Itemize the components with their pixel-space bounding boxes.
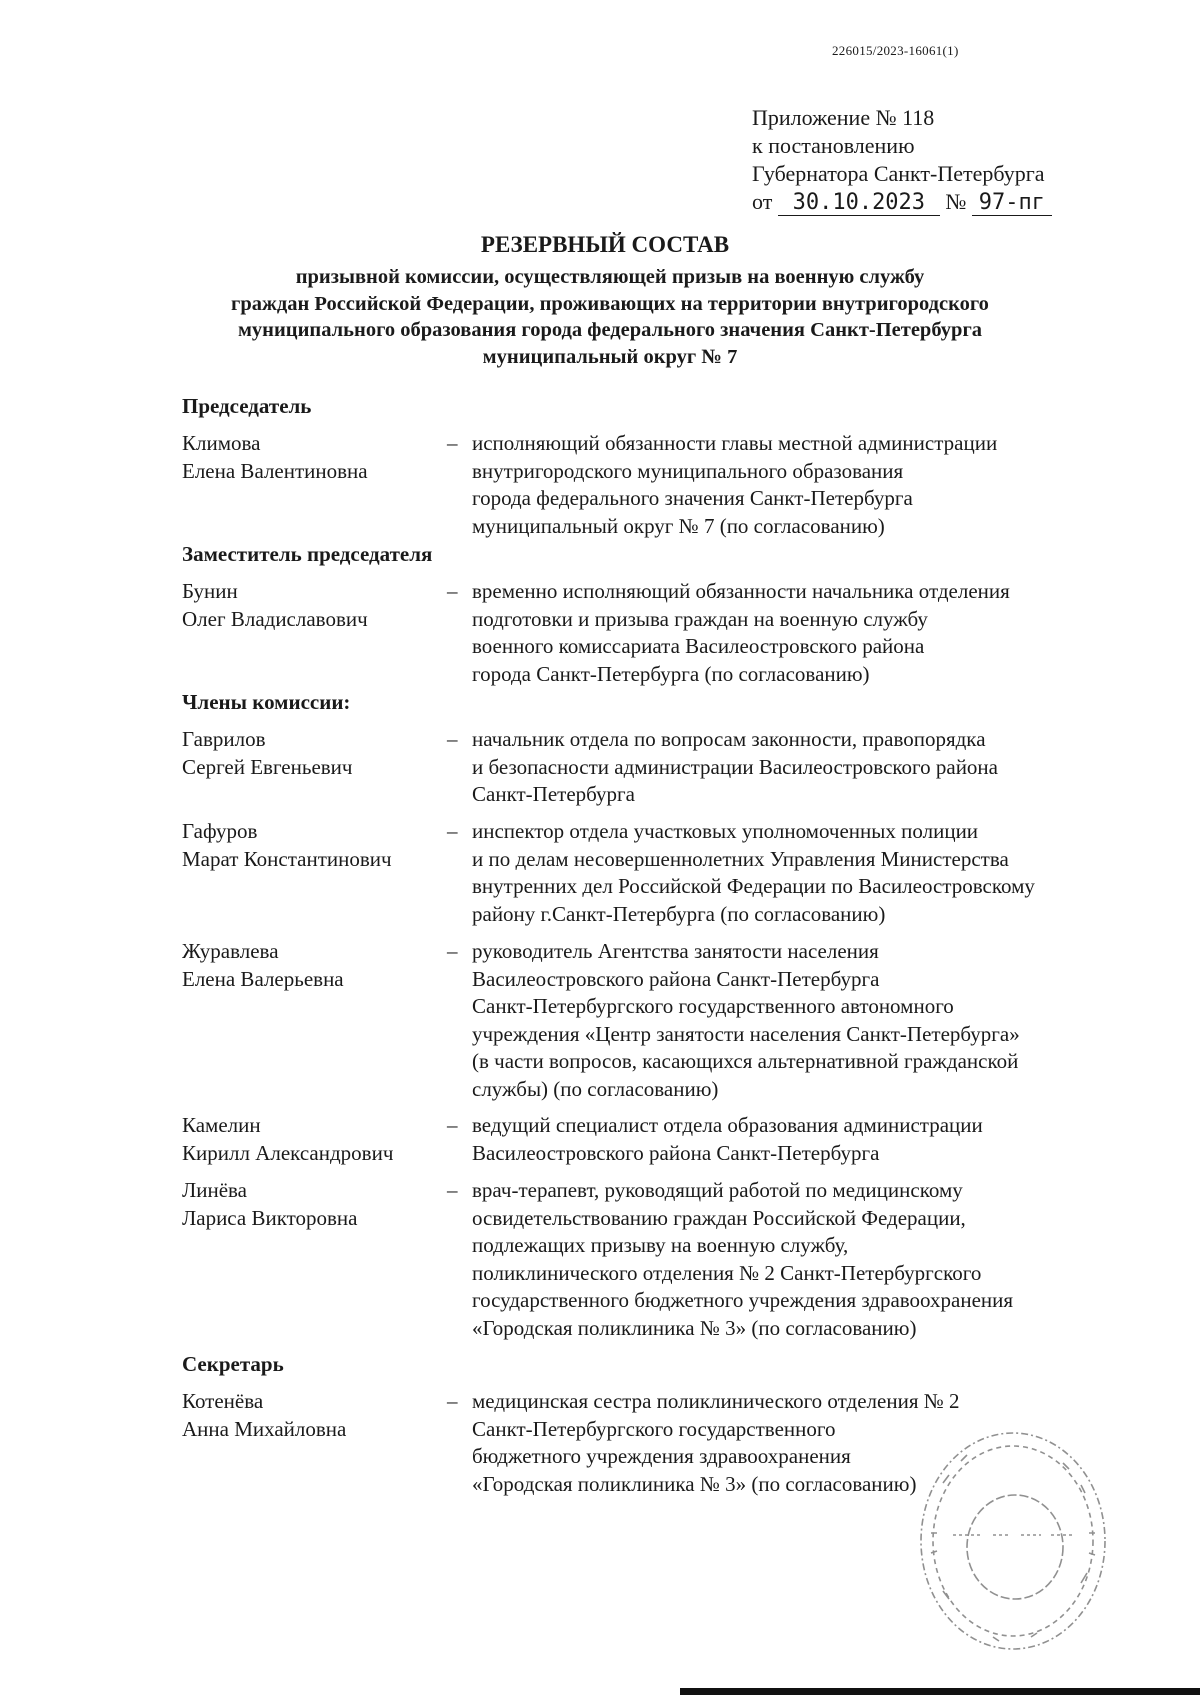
position-line: и безопасности администрации Василеостровского района (472, 754, 998, 779)
appendix-date-line (752, 188, 1052, 216)
position-line: подлежащих призыву на военную службу, (472, 1233, 849, 1257)
position-line: медицинская сестра поликлинического отделения № 2 (472, 1389, 960, 1413)
dash: – (447, 1389, 458, 1413)
appendix-line: Губернатора Санкт-Петербурга (752, 161, 1045, 186)
dash: – (447, 1113, 458, 1137)
decree-number: 97-пг (972, 191, 1052, 216)
position-line: муниципальный округ № 7 (по согласованию) (472, 513, 885, 538)
section-deputy: Заместитель председателя (182, 542, 433, 566)
member-name (182, 1388, 442, 1443)
section-secretary: Секретарь (182, 1352, 284, 1376)
member-position (472, 430, 1142, 540)
scan-edge-bar (680, 1688, 1200, 1695)
number-sign: № (945, 189, 967, 214)
position-line: исполняющий обязанности главы местной администрации (472, 431, 998, 455)
given-names: Олег Владиславович (182, 606, 368, 631)
position-line: инспектор отдела участковых уполномоченных полиции (472, 819, 979, 843)
position-line: Василеостровского района Санкт-Петербурга (472, 966, 880, 991)
section-chairman: Председатель (182, 394, 312, 418)
position-line: и по делам несовершеннолетних Управления Министерства (472, 846, 1009, 871)
dash: – (447, 431, 458, 455)
member-position (472, 726, 1142, 809)
surname: Котенёва (182, 1389, 264, 1413)
surname: Гаврилов (182, 727, 266, 751)
position-line: города Санкт-Петербурга (по согласованию) (472, 661, 870, 686)
appendix-line: к постановлению (752, 133, 915, 158)
position-line: Санкт-Петербурга (472, 782, 635, 806)
surname: Линёва (182, 1178, 247, 1202)
position-line: начальник отдела по вопросам законности, правопорядка (472, 727, 986, 751)
given-names: Лариса Викторовна (182, 1205, 358, 1230)
subtitle-line: призывной комиссии, осуществляющей призыв на военную службу (295, 266, 925, 288)
member-position (472, 818, 1142, 928)
position-line: Василеостровского района Санкт-Петербурга (472, 1140, 880, 1165)
subtitle-line: муниципального образования города федерального значения Санкт-Петербурга (237, 319, 983, 341)
member-name (182, 578, 442, 633)
appendix-line: Приложение № 118 (752, 105, 935, 130)
member-name (182, 1112, 442, 1167)
position-line: освидетельствованию граждан Российской Федерации, (472, 1205, 966, 1230)
position-line: руководитель Агентства занятости населения (472, 939, 879, 963)
document-subtitle (150, 264, 1070, 370)
position-line: «Городская поликлиника № 3» (по согласованию) (472, 1471, 917, 1496)
position-line: «Городская поликлиника № 3» (по согласованию) (472, 1315, 917, 1340)
member-name (182, 1177, 442, 1232)
position-line: Санкт-Петербургского государственного (472, 1416, 836, 1441)
position-line: ведущий специалист отдела образования администрации (472, 1113, 983, 1137)
position-line: службы) (по согласованию) (472, 1076, 719, 1101)
dash: – (447, 727, 458, 751)
given-names: Марат Константинович (182, 846, 392, 871)
position-line: государственного бюджетного учреждения здравоохранения (472, 1288, 1014, 1312)
position-line: поликлинического отделения № 2 Санкт-Петербургского (472, 1260, 982, 1285)
document-id: 226015/2023-16061(1) (832, 43, 959, 58)
position-line: внутренних дел Российской Федерации по Василеостровскому (472, 874, 1035, 898)
dash: – (447, 819, 458, 843)
member-name (182, 430, 442, 485)
member-name (182, 938, 442, 993)
member-position (472, 578, 1142, 688)
dash: – (447, 939, 458, 963)
position-line: временно исполняющий обязанности начальника отделения (472, 579, 1010, 603)
decree-date: 30.10.2023 (778, 191, 940, 216)
dash: – (447, 1178, 458, 1202)
given-names: Елена Валентиновна (182, 458, 368, 483)
dash: – (447, 579, 458, 603)
position-line: врач-терапевт, руководящий работой по медицинскому (472, 1178, 963, 1202)
given-names: Сергей Евгеньевич (182, 754, 353, 779)
given-names: Кирилл Александрович (182, 1140, 394, 1165)
given-names: Анна Михайловна (182, 1416, 347, 1441)
position-line: внутригородского муниципального образования (472, 458, 904, 483)
from-label: от (752, 189, 773, 214)
subtitle-line: муниципальный округ № 7 (482, 345, 738, 368)
position-line: учреждения «Центр занятости населения Санкт-Петербурга» (472, 1021, 1020, 1046)
member-position (472, 1177, 1142, 1342)
surname: Журавлева (182, 939, 279, 963)
surname: Климова (182, 431, 261, 455)
position-line: бюджетного учреждения здравоохранения (472, 1444, 851, 1468)
section-members: Члены комиссии: (182, 690, 351, 714)
position-line: города федерального значения Санкт-Петербурга (472, 486, 913, 510)
official-seal-icon (913, 1423, 1108, 1655)
subtitle-line: граждан Российской Федерации, проживающих на территории внутригородского (231, 292, 989, 315)
position-line: Санкт-Петербургского государственного автономного (472, 994, 954, 1018)
position-line: подготовки и призыва граждан на военную службу (472, 606, 928, 631)
member-position (472, 938, 1142, 1103)
surname: Гафуров (182, 819, 258, 843)
member-name (182, 818, 442, 873)
surname: Камелин (182, 1113, 261, 1137)
member-name (182, 726, 442, 781)
surname: Бунин (182, 579, 238, 603)
position-line: району г.Санкт-Петербурга (по согласованию) (472, 901, 886, 926)
position-line: (в части вопросов, касающихся альтернативной гражданской (472, 1049, 1019, 1073)
member-position (472, 1112, 1142, 1167)
appendix-block (752, 104, 1052, 216)
position-line: военного комиссариата Василеостровского района (472, 634, 925, 658)
given-names: Елена Валерьевна (182, 966, 344, 991)
document-title: РЕЗЕРВНЫЙ СОСТАВ (480, 232, 730, 257)
